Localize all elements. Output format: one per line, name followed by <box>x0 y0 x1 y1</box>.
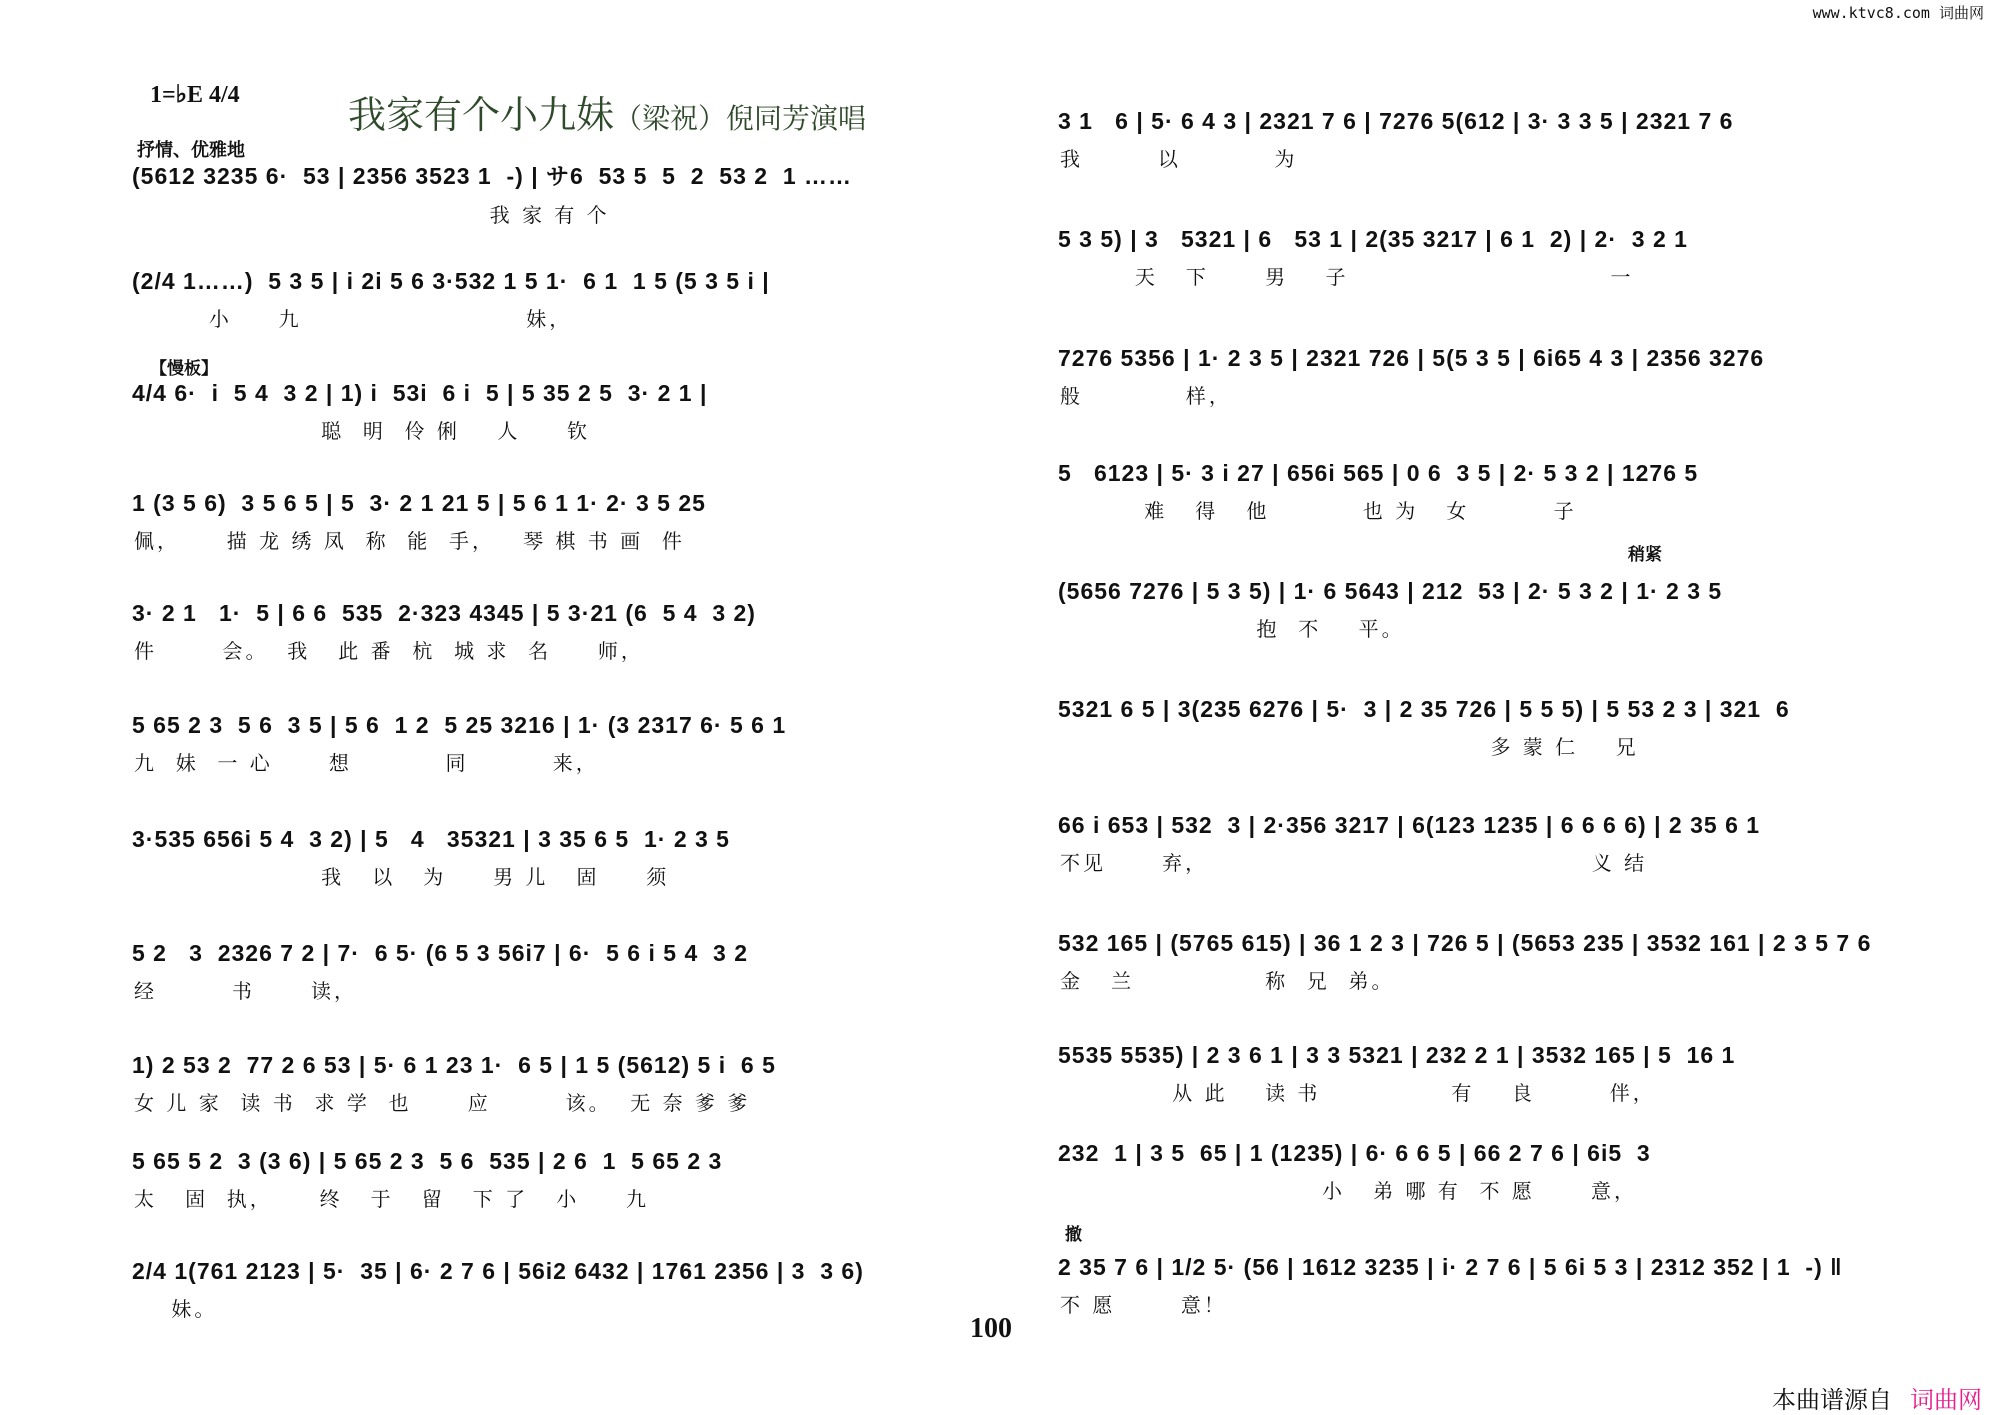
score-line <box>1058 812 1760 876</box>
score-line <box>132 490 706 554</box>
lyrics: 不 愿 意！ <box>1060 1293 1227 1317</box>
lyrics: 太 固 执， 终 于 留 下 了 小 九 <box>134 1187 650 1211</box>
page-number: 100 <box>970 1313 1012 1344</box>
notation: 3· 2 1 1· 5 | 6 6 535 2·323 4345 | 5 3·21 (6 5 4 3 2) <box>132 600 756 626</box>
lyrics: 不见 弃， 义 结 <box>1060 851 1648 875</box>
che-marking: 撤 <box>1065 1225 1082 1245</box>
lyrics: 小 九 妹， <box>134 307 573 331</box>
notation: 4/4 6· i 5 4 3 2 | 1) i 53i 6 i 5 | 5 35 2 5 3· 2 1 | <box>132 380 708 406</box>
key-signature: 1=♭E 4/4 <box>150 82 240 108</box>
score-line <box>132 1258 864 1322</box>
score-line <box>132 380 707 444</box>
watermark-brand[interactable]: 词曲网 <box>1910 1386 1982 1414</box>
lyrics: 女 儿 家 读 书 求 学 也 应 该。 无 奈 爹 爹 <box>134 1091 751 1115</box>
song-title <box>348 84 866 139</box>
notation: 5 3 5) | 3 5321 | 6 53 1 | 2(35 3217 | 6 1 2) | 2· 3 2 1 <box>1058 226 1688 252</box>
notation: 7276 5356 | 1· 2 3 5 | 2321 726 | 5(5 3 5 | 6i65 4 3 | 2356 3276 <box>1058 345 1765 371</box>
lyrics: 小 弟 哪 有 不 愿 意， <box>1060 1179 1638 1203</box>
score-line <box>132 158 852 228</box>
notation: (5612 3235 6· 53 | 2356 3523 1 -) | サ6 53 5 5 2 53 2 1 …… <box>132 163 853 189</box>
score-line <box>132 712 786 776</box>
notation: 232 1 | 3 5 65 | 1 (1235) | 6· 6 6 5 | 66 2 7 6 | 6i5 3 <box>1058 1140 1651 1166</box>
manban-marking: 【慢板】 <box>150 359 218 379</box>
notation: (2/4 1……) 5 3 5 | i 2i 5 6 3·532 1 5 1· 6 1 1 5 (5 3 5 i | <box>132 268 770 294</box>
notation: 5 6123 | 5· 3 i 27 | 656i 565 | 0 6 3 5 | 2· 5 3 2 | 1276 5 <box>1058 460 1699 486</box>
lyrics: 难 得 他 也 为 女 子 <box>1060 499 1577 523</box>
lyrics: 金 兰 称 兄 弟。 <box>1060 969 1395 993</box>
lyrics: 天 下 男 子 一 <box>1060 265 1634 289</box>
lyrics: 九 妹 一 心 想 同 来， <box>134 751 599 775</box>
score-line <box>132 940 748 1004</box>
notation: 66 i 653 | 532 3 | 2·356 3217 | 6(123 1235 | 6 6 6 6) | 2 35 6 1 <box>1058 812 1761 838</box>
watermark-bottom <box>1772 1380 1982 1415</box>
lyrics: 经 书 读， <box>134 979 358 1003</box>
notation: 5 65 2 3 5 6 3 5 | 5 6 1 2 5 25 3216 | 1· (3 2317 6· 5 6 1 <box>132 712 787 738</box>
notation: 3 1 6 | 5· 6 4 3 | 2321 7 6 | 7276 5(612 | 3· 3 3 5 | 2321 7 6 <box>1058 108 1734 134</box>
tempo-marking: 抒情、优雅地 <box>137 140 245 161</box>
notation: 5535 5535) | 2 3 6 1 | 3 3 5321 | 232 2 1 | 3532 165 | 5 16 1 <box>1058 1042 1736 1068</box>
notation: 2/4 1(761 2123 | 5· 35 | 6· 2 7 6 | 56i2 6432 | 1761 2356 | 3 3 6) <box>132 1258 864 1284</box>
lyrics: 抱 不 平。 <box>1060 617 1405 641</box>
lyrics: 聪 明 伶 俐 人 钦 <box>134 419 591 443</box>
notation: 5 2 3 2326 7 2 | 7· 6 5· (6 5 3 56i7 | 6· 5 6 i 5 4 3 2 <box>132 940 748 966</box>
score-line <box>1058 1254 1843 1318</box>
lyrics: 佩， 描 龙 绣 凤 称 能 手， 琴 棋 书 画 件 <box>134 529 685 553</box>
score-line <box>132 268 770 332</box>
notation: 532 165 | (5765 615) | 36 1 2 3 | 726 5 | (5653 235 | 3532 161 | 2 3 5 7 6 <box>1058 930 1872 956</box>
lyrics: 般 样， <box>1060 384 1232 408</box>
lyrics: 从 此 读 书 有 良 伴， <box>1060 1081 1656 1105</box>
score-line <box>1058 226 1688 290</box>
watermark-top: www.ktvc8.com 词曲网 <box>1812 4 1984 22</box>
score-line <box>132 600 756 664</box>
score-line <box>1058 345 1764 409</box>
subtitle-text: （梁祝）倪同芳演唱 <box>614 102 867 135</box>
lyrics: 我 以 为 男 儿 固 须 <box>134 865 670 889</box>
notation: (5656 7276 | 5 3 5) | 1· 6 5643 | 212 53 | 2· 5 3 2 | 1· 2 3 5 <box>1058 578 1723 604</box>
lyrics: 件 会。 我 此 番 杭 城 求 名 师， <box>134 639 644 663</box>
notation: 5 65 5 2 3 (3 6) | 5 65 2 3 5 6 535 | 2 6 1 5 65 2 3 <box>132 1148 723 1174</box>
notation: 5321 6 5 | 3(235 6276 | 5· 3 | 2 35 726 | 5 5 5) | 5 53 2 3 | 321 6 <box>1058 696 1790 722</box>
score-line <box>1058 696 1790 760</box>
score-line <box>132 1148 722 1212</box>
score-line <box>1058 108 1733 172</box>
notation: 1) 2 53 2 77 2 6 53 | 5· 6 1 23 1· 6 5 | 1 5 (5612) 5 i 6 5 <box>132 1052 776 1078</box>
lyrics: 多 蒙 仁 兄 <box>1060 735 1639 759</box>
score-line <box>132 826 730 890</box>
score-line <box>1058 1140 1651 1204</box>
lyrics: 妹。 <box>134 1297 218 1321</box>
notation: 1 (3 5 6) 3 5 6 5 | 5 3· 2 1 21 5 | 5 6 1 1· 2· 3 5 25 <box>132 490 706 516</box>
notation: 3·535 656i 5 4 3 2) | 5 4 35321 | 3 35 6 5 1· 2 3 5 <box>132 826 730 852</box>
watermark-prefix: 本曲谱源自 <box>1772 1386 1892 1414</box>
lyrics: 我 以 为 <box>1060 147 1298 171</box>
shaojin-marking: 稍紧 <box>1628 545 1662 565</box>
score-line <box>132 1052 776 1116</box>
notation: 2 35 7 6 | 1/2 5· (56 | 1612 3235 | i· 2 7 6 | 5 6i 5 3 | 2312 352 | 1 -) ‖ <box>1058 1254 1843 1280</box>
score-line <box>1058 578 1722 642</box>
title-text: 我家有个小九妹 <box>348 93 615 137</box>
score-line <box>1058 930 1871 994</box>
lyrics: 我 家 有 个 <box>134 203 610 227</box>
score-line <box>1058 1042 1735 1106</box>
score-line <box>1058 460 1698 524</box>
